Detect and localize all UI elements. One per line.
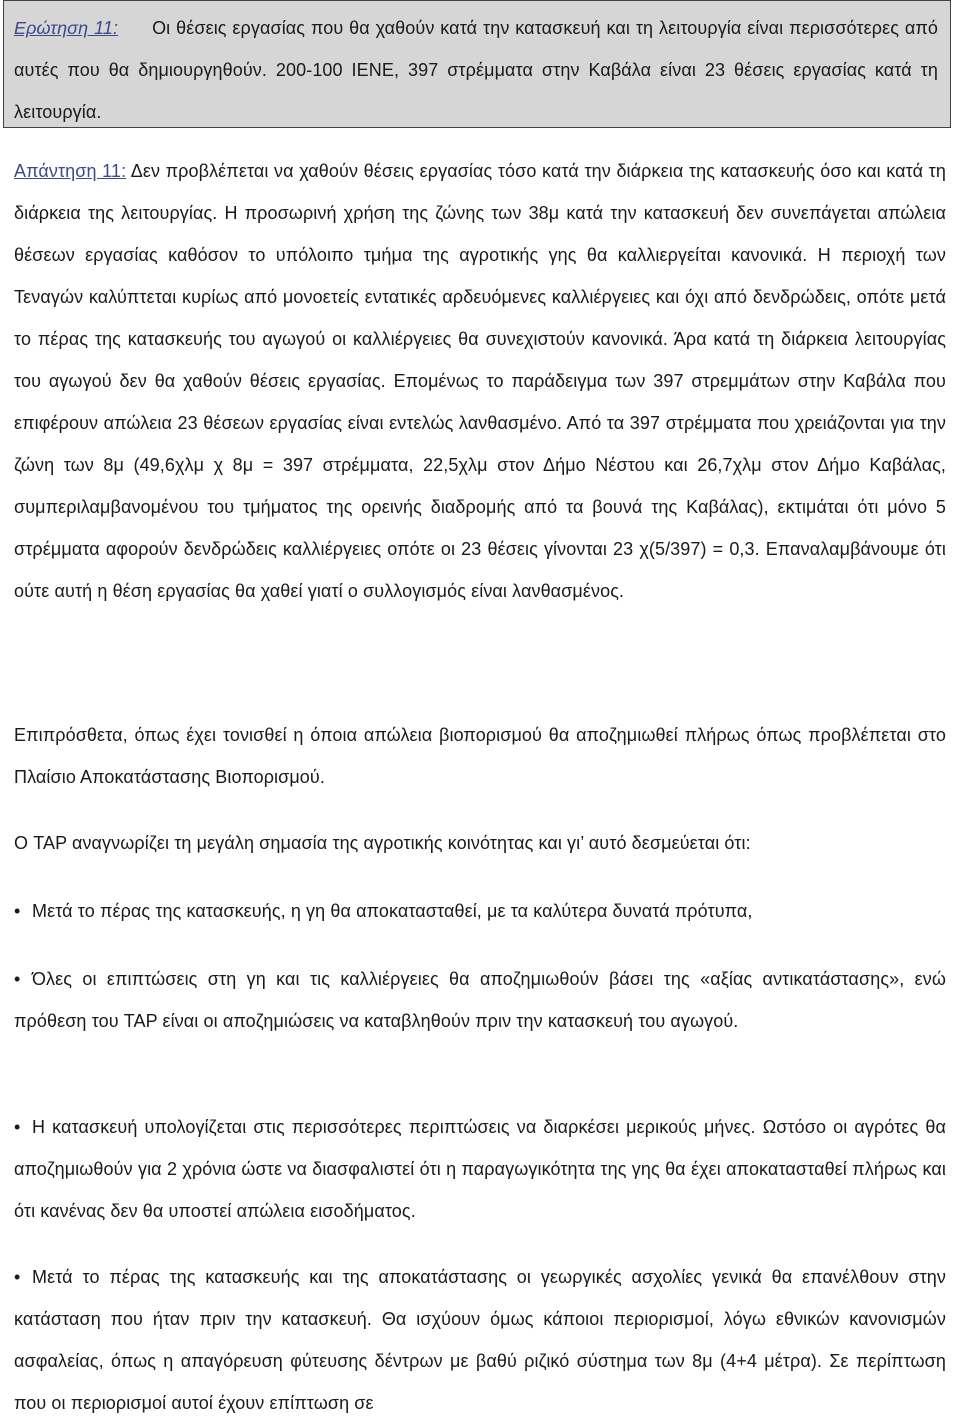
commitment-intro-text: Ο TAP αναγνωρίζει τη μεγάλη σημασία της αγροτικής κοινότητας και γι’ αυτό δεσμεύεται ότι: [14,833,751,853]
supplement-text: Επιπρόσθετα, όπως έχει τονισθεί η όποια απώλεια βιοπορισμού θα αποζημιωθεί πλήρως όπως προβλέπεται στο Πλαίσιο Αποκατάστασης Βιοπορισμού. [14,725,946,787]
supplement-paragraph [14,714,946,798]
bullet-text-2: Όλες οι επιπτώσεις στη γη και τις καλλιέργειες θα αποζημιωθούν βάσει της «αξίας αντικατάστασης», ενώ πρόθεση του TAP είναι οι αποζημιώσεις να καταβληθούν πριν την κατασκευή του αγωγού. [14,969,946,1031]
bullet-text-4: Μετά το πέρας της κατασκευής και της αποκατάστασης οι γεωργικές ασχολίες γενικά θα επανέλθουν στην κατάσταση που ήταν πριν την κατασκευή. Θα ισχύουν όμως κάποιοι περιορισμοί, λόγω εθνικών κανονισμών ασφαλείας, όπως η απαγόρευση φύτευσης δέντρων με βαθύ ριζικό σύστημα των 8μ (4+4 μέτρα). Σε περίπτωση που οι περιορισμοί αυτοί έχουν επίπτωση σε [14,1267,946,1413]
answer-label: Απάντηση 11: [14,161,127,181]
bullet-item-4 [14,1256,946,1424]
bullet-text-3: Η κατασκευή υπολογίζεται στις περισσότερες περιπτώσεις να διαρκέσει μερικούς μήνες. Ωστόσο οι αγρότες θα αποζημιωθούν για 2 χρόνια ώστε να διασφαλιστεί ότι η παραγωγικότητα της γης θα έχει αποκατασταθεί πλήρως και ότι κανένας δεν θα υποστεί απώλεια εισοδήματος. [14,1117,946,1221]
commitment-intro-paragraph [14,822,946,864]
bullet-marker: • [14,1267,21,1287]
bullet-marker: • [14,901,21,921]
bullet-marker: • [14,1117,21,1137]
question-text-block [14,7,938,133]
question-box [3,0,951,128]
bullet-marker: • [14,969,21,989]
answer-text: Δεν προβλέπεται να χαθούν θέσεις εργασίας τόσο κατά την διάρκεια της κατασκευής όσο και κατά τη διάρκεια της λειτουργίας. Η προσωρινή χρήση της ζώνης των 38μ κατά την κατασκευή δεν συνεπάγεται απώλεια θέσεων εργασίας καθόσον το υπόλοιπο τμήμα της αγροτικής γης θα καλλιεργείται κανονικά. Η περιοχή των Τεναγών καλύπτεται κυρίως από μονοετείς εντατικές αρδευόμενες καλλιέργειες και όχι από δενδρώδεις, οπότε μετά το πέρας της κατασκευής του αγωγού οι καλλιέργειες θα συνεχιστούν κανονικά. Άρα κατά τη διάρκεια λειτουργίας του αγωγού δεν θα χαθούν θέσεις εργασίας. Επομένως το παράδειγμα των 397 στρεμμάτων στην Καβάλα που επιφέρουν απώλεια 23 θέσεων εργασίας είναι εντελώς λανθασμένο. Από τα 397 στρέμματα που χρειάζονται για την ζώνη των 8μ (49,6χλμ χ 8μ = 397 στρέμματα, 22,5χλμ στον Δήμο Νέστου και 26,7χλμ στον Δήμο Καβάλας, συμπεριλαμβανομένου του τμήματος της ορεινής διαδρομής από τα βουνά της Καβάλας), εκτιμάται ότι μόνο 5 στρέμματα αφορούν δενδρώδεις καλλιέργειες οπότε οι 23 θέσεις γίνονται 23 χ(5/397) = 0,3. Επαναλαμβάνουμε ότι ούτε αυτή η θέση εργασίας θα χαθεί γιατί ο συλλογισμός είναι λανθασμένος. [14,161,946,601]
answer-paragraph [14,150,946,612]
question-label: Ερώτηση 11: [14,18,119,38]
bullet-item-1 [14,890,946,932]
bullet-text-1: Μετά το πέρας της κατασκευής, η γη θα αποκατασταθεί, με τα καλύτερα δυνατά πρότυπα, [32,901,753,921]
question-text: Οι θέσεις εργασίας που θα χαθούν κατά την κατασκευή και τη λειτουργία είναι περισσότερες από αυτές που θα δημιουργηθούν. 200-100 ΙΕΝΕ, 397 στρέμματα στην Καβάλα είναι 23 θέσεις εργασίας κατά τη λειτουργία. [14,18,938,122]
bullet-item-3 [14,1106,946,1232]
bullet-item-2 [14,958,946,1042]
